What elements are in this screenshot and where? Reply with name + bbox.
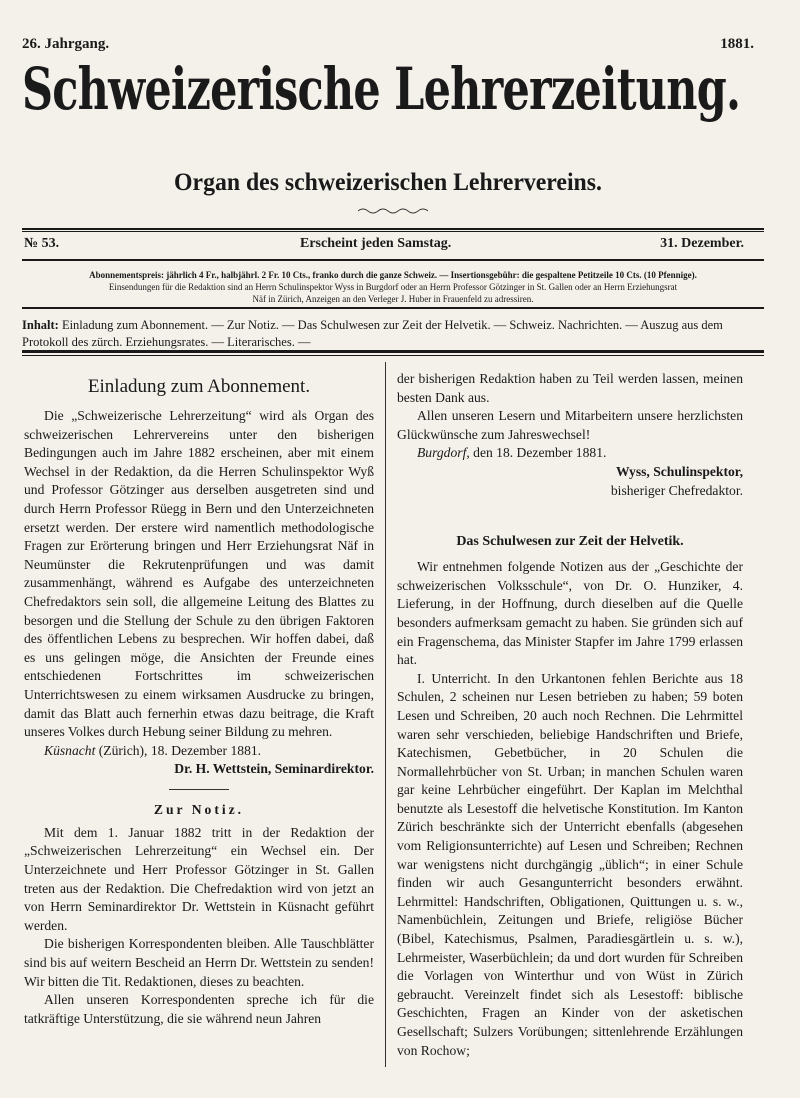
newspaper-page xyxy=(22,0,778,1098)
rule-subscription xyxy=(22,307,764,309)
helvetik-paragraph-1: Wir entnehmen folgende Notizen aus der „Geschichte der schweizerischen Volksschule“, von Dr. O. Hunziker, 4. Lieferung, in der Hoffnung, durch dieselben auf die Quelle besonders aufmerksam gemacht zu haben. Sie gründen sich auf ein Fragenschema, das Minister Stapfer im Jahre 1799 erlassen hat. xyxy=(397,559,743,668)
subscription-line-3: Näf in Zürich, Anzeigen an den Verleger J. Huber in Frauenfeld zu adressiren. xyxy=(252,294,534,304)
issue-date: 31. Dezember. xyxy=(660,236,744,251)
article-heading-helvetik: Das Schulwesen zur Zeit der Helvetik. xyxy=(456,534,684,550)
article-heading-abonnement: Einladung zum Abonnement. xyxy=(87,376,311,397)
newspaper-subtitle: Organ des schweizerischen Lehrervereins. xyxy=(174,169,602,196)
notiz-paragraph-1: Mit dem 1. Januar 1882 tritt in der Redaktion der „Schweizerischen Lehrerzeitung“ ein Wechsel ein. Der Unterzeichnete und Herr Professor Götzinger in St. Gallen treten aus der Redaktion. Die Chefredaktion wird von jetzt an von Herrn Seminardirektor Dr. Wettstein in Küsnacht geführt werden. xyxy=(24,824,374,933)
rule-contents xyxy=(22,350,764,353)
signature-wettstein: Dr. H. Wettstein, Seminardirektor. xyxy=(174,761,374,777)
rule-contents-thin xyxy=(22,355,764,356)
contents-label: Inhalt: xyxy=(22,318,59,332)
subscription-info xyxy=(22,269,764,305)
rule-issue xyxy=(22,259,764,261)
short-rule xyxy=(169,789,229,790)
publication-schedule: Erscheint jeden Samstag. xyxy=(300,236,452,251)
rule-top-thin xyxy=(22,231,764,232)
subscription-line-1: Abonnementspreis: jährlich 4 Fr., halbjährl. 2 Fr. 10 Cts., franko durch die ganze Schweiz. — Insertionsgebühr: die gespaltene Petitzeile 10 Cts. (10 Pfennige). xyxy=(89,270,697,280)
article-heading-notiz: Zur Notiz. xyxy=(153,801,245,817)
newspaper-title: Schweizerische Lehrerzeitung. xyxy=(22,55,741,123)
subscription-line-2: Einsendungen für die Redaktion sind an Herrn Schulinspektor Wyss in Burgdorf oder an Herrn Professor Götzinger in St. Gallen oder an Herrn Erziehungsrat xyxy=(108,282,678,292)
rule-top xyxy=(22,228,764,230)
volume-label: 26. Jahrgang. xyxy=(22,36,110,52)
year-label: 1881. xyxy=(720,36,754,52)
place-burgdorf: Burgdorf xyxy=(417,445,467,461)
signature-wyss-title: bisheriger Chefredaktor. xyxy=(610,482,743,498)
table-of-contents xyxy=(22,317,764,351)
notiz-continued-1: der bisherigen Redaktion haben zu Teil werden lassen, meinen besten Dank aus. xyxy=(397,371,743,405)
place-kuesnacht: Küsnacht xyxy=(44,742,96,758)
article-body-abonnement: Die „Schweizerische Lehrerzeitung“ wird als Organ des schweizerischen Lehrervereins unter den bisherigen Bedingungen auch im Jahre 1882 erscheinen, aber mit einem Wechsel in der Redaktion, da die Herren Schulinspektor Wyß und Professor Götzinger aus derselben ausgetreten sind und durch Herrn Professor Rüegg in Bern und den Unterzeichneten ersetzt werden. Der erstere wird namentlich methodologische Fragen zur Erörterung bringen und Herr Erziehungsrat Näf in Neumünster die Rekrutenprüfungen und was damit zusammenhängt, während es Aufgabe des unterzeichneten Chefredaktors sein soll, die allgemeine Leitung des Blattes zu besorgen und die Stellung der Schule zu den übrigen Faktoren des öffentlichen Lebens zu besprechen. Wir hoffen dabei, daß es uns gelingen möge, die Ansichten der Freunde eines entschiedenen Fortschrittes im schweizerischen Unterrichtswesen zu einem wirksamen Ausdrucke zu bringen, damit das Blatt auch fernerhin etwas dazu beitrage, die Kraft unseres Volkes durch Hebung seiner Bildung zu mehren. xyxy=(24,408,374,740)
issue-line xyxy=(22,236,754,258)
issue-number: № 53. xyxy=(24,236,60,251)
signature-wyss: Wyss, Schulinspektor, xyxy=(615,463,743,479)
dateline-kuesnacht xyxy=(24,742,374,761)
notiz-paragraph-2: Die bisherigen Korrespondenten bleiben. Alle Tauschblätter sind bis auf weitern Bescheid an Herrn Dr. Wettstein zu senden! Wir bitten die Tit. Redaktionen, dieses zu beachten. xyxy=(24,936,374,989)
column-divider xyxy=(385,362,386,1067)
helvetik-paragraph-2: I. Unterricht. In den Urkantonen fehlen Berichte aus 18 Schulen, 2 scheinen nur Lesen betrieben zu haben; 59 boten Lesen und Schreiben, 20 auch noch Rechnen. Die Lehrmittel waren sehr verschieden, beliebige Handschriften und Briefe, Katechismen, Gebetbücher, in 20 Schulen die Normallehrbücher von St. Urban; in manchen Schulen waren gar keine Lehrbücher eingeführt. Der Kaplan im Melchthal benutzte als Lesestoff die helvetische Konstitution. Im Kanton Zürich beschränkte sich der Unterricht ebenfalls (abgesehen vom Religionsunterrichte) auf Lesen und Schreiben; Rechnen war wenigstens nicht durchgängig „üblich“; in einer Schule finden wir auch Gesangunterricht besonders erwähnt. Lehrmittel: Handschriften, Obligationen, Quittungen u. s. w., Namenbüchlein, Zeitungen und Briefe, religiöse Bücher (Bibel, Katechismus, Psalmen, Paradiesgärtlein u. s. w.), Lehrmeister, Waserbüchlein; da und dort wurden für Schreiben die Vorlagen von Winterthur und von Wüst in Zürich gebraucht. Vereinzelt findet sich als Lesestoff: biblische Geschichten, Fragen an Kinder von der asketischen Gesellschaft; Sulzers Vorübungen; sittenlehrende Erzählungen von Rochow; xyxy=(397,670,743,1058)
dateline-kuesnacht-rest: (Zürich), 18. Dezember 1881. xyxy=(95,742,262,758)
dateline-burgdorf xyxy=(397,444,743,463)
contents-text: Einladung zum Abonnement. — Zur Notiz. — Das Schulwesen zur Zeit der Helvetik. — Schweiz. Nachrichten. — Auszug aus dem Protokoll des zürch. Erziehungsrates. — Literarisches. — xyxy=(22,318,723,349)
dateline-burgdorf-rest: , den 18. Dezember 1881. xyxy=(466,445,607,461)
left-column xyxy=(24,375,374,1028)
right-column xyxy=(397,370,743,1060)
notiz-continued-2: Allen unseren Lesern und Mitarbeitern unsere herzlichsten Glückwünsche zum Jahreswechsel! xyxy=(397,408,743,442)
ornament-divider xyxy=(358,206,428,216)
notiz-paragraph-3: Allen unseren Korrespondenten spreche ich für die tatkräftige Unterstützung, die sie während neun Jahren xyxy=(24,992,374,1026)
